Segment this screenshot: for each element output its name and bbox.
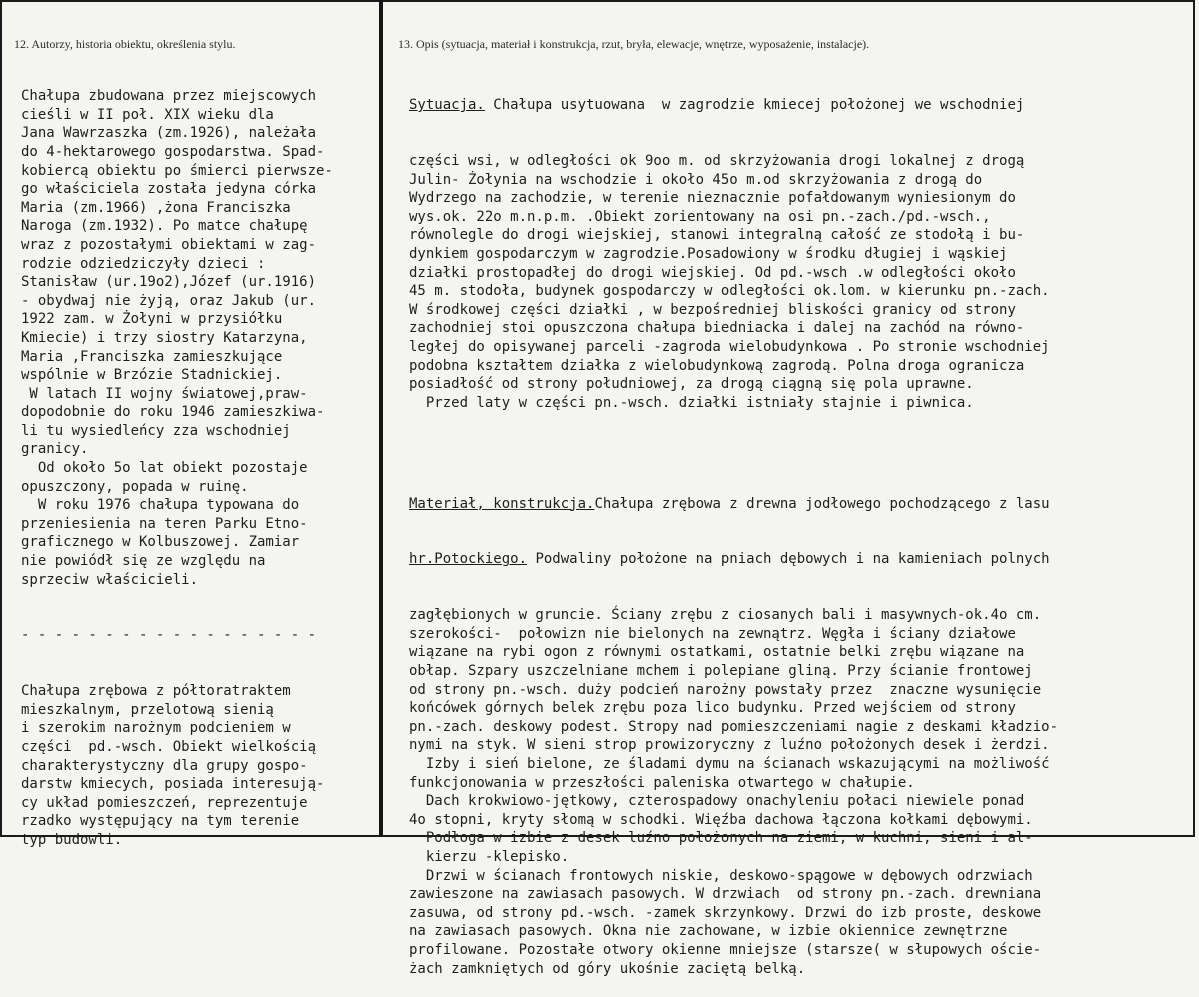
text-line: wiązane na rybi ogon z równymi ostatkami, ostatnie belki zrębu wiązane na [409, 644, 1025, 661]
text-line: zachodniej stoi opuszczona chałupa biedniacka i dalej na zachód na równo- [409, 320, 1025, 337]
text-line: Przed laty w części pn.-wsch. działki istniały stajnie i piwnica. [409, 394, 974, 411]
text-line: Jana Wawrzaszka (zm.1926), należała [21, 125, 317, 142]
material-subheading: hr.Potockiego. [409, 551, 528, 568]
material-second-text: Podwaliny położone na pniach dębowych i na kamieniach polnych [527, 551, 1050, 568]
material-second-line [409, 550, 1058, 569]
section-13-header: 13. Opis (sytuacja, materiał i konstrukcja, rzut, bryła, elewacje, wnętrze, wyposażenie, instalacje). [398, 37, 870, 51]
material-first-line [409, 495, 1058, 514]
text-line: 1922 zam. w Żołyni w przysiółku [21, 311, 283, 328]
sytuacja-heading: Sytuacja. [409, 97, 485, 114]
text-line: Od około 5o lat obiekt pozostaje [21, 460, 308, 477]
sytuacja-first-line [409, 96, 1058, 115]
paragraph-gap [409, 449, 1058, 457]
text-line: Chałupa zbudowana przez miejscowych [21, 88, 317, 105]
history-paragraphs [21, 87, 333, 589]
text-line: podobna kształtem działka z wielobudynkową zagrodą. Polna droga ogranicza [409, 357, 1025, 374]
text-line: od strony pn.-wsch. duży podcień narożny powstały przez znaczne wysunięcie [409, 681, 1042, 698]
text-line: kierzu -klepisko. [409, 848, 570, 865]
description-text-column [409, 59, 1058, 997]
text-line: rzadko występujący na tym terenie [21, 813, 300, 830]
text-line: Drzwi w ścianach frontowych niskie, deskowo-spągowe w dębowych odrzwiach [409, 867, 1033, 884]
text-line: części wsi, w odległości ok 9oo m. od skrzyżowania drogi lokalnej z drogą [409, 152, 1025, 169]
text-line: pn.-zach. deskowy podest. Stropy nad pomieszczeniami nagie z deskami kładzio- [409, 718, 1059, 735]
text-line: typ budowli. [21, 831, 123, 848]
text-line: dynkiem gospodarczym w zagrodzie.Posadowiony w środku długiej i wąskiej [409, 245, 1008, 262]
text-line: Podłoga w izbie z desek luźno położonych na ziemi, w kuchni, sieni i al- [409, 830, 1033, 847]
text-line: cy układ pomieszczeń, reprezentuje [21, 794, 308, 811]
text-line: - obydwaj nie żyją, oraz Jakub (ur. [21, 292, 317, 309]
material-first-text: Chałupa zrębowa z drewna jodłowego pochodzącego z lasu [594, 495, 1050, 512]
text-line: rodzie odziedziczyły dzieci : [21, 255, 266, 272]
text-line: kobiercą obiektu po śmierci pierwsze- [21, 162, 333, 179]
text-line: działki prostopadłej do drogi wiejskiej. Od pd.-wsch .w odległości około [409, 264, 1016, 281]
text-line: opuszczony, popada w ruinę. [21, 478, 249, 495]
text-line: do 4-hektarowego gospodarstwa. Spad- [21, 143, 325, 160]
text-line: wspólnie w Brzózie Stadnickiej. [21, 367, 283, 384]
text-line: 45 m. stodoła, budynek gospodarczy w odległości ok.lom. w kierunku pn.-zach. [409, 283, 1050, 300]
text-line: Naroga (zm.1932). Po matce chałupę [21, 218, 308, 235]
material-heading: Materiał, konstrukcja. [409, 495, 595, 512]
text-line: Izby i sień bielone, ze śladami dymu na ścianach wskazującymi na możliwość [409, 755, 1050, 772]
text-line: części pd.-wsch. Obiekt wielkością [21, 738, 317, 755]
text-line: nie powiódł się ze względu na [21, 553, 266, 570]
text-line: posiadłość od strony południowej, za drogą ciągną się pola uprawne. [409, 376, 974, 393]
style-description-paragraph [21, 682, 333, 849]
text-line: ległej do opisywanej parceli -zagroda wielobudynkowa . Po stronie wschodniej [409, 338, 1050, 355]
text-line: Kmiecie) i trzy siostry Katarzyna, [21, 329, 308, 346]
text-line: przeniesienia na teren Parku Etno- [21, 515, 308, 532]
text-line: Maria (zm.1966) ,żona Franciszka [21, 199, 291, 216]
text-line: go właściciela została jedyna córka [21, 181, 317, 198]
text-line: szerokości- połowizn nie bielonych na zewnątrz. Węgła i ściany działowe [409, 625, 1016, 642]
text-line: Julin- Żołynia na wschodzie i około 45o m.od skrzyżowania z drogą do [409, 171, 983, 188]
section-12-header: 12. Autorzy, historia obiektu, określenia stylu. [14, 37, 236, 51]
text-line: żach zamkniętych od góry ukośnie zaciętą belką. [409, 960, 806, 977]
text-line: wraz z pozostałymi obiektami w zag- [21, 236, 317, 253]
text-line: wys.ok. 22o m.n.p.m. .Obiekt zorientowany na osi pn.-zach./pd.-wsch., [409, 208, 991, 225]
text-line: równolegle do drogi wiejskiej, stanowi integralną całość ze stodołą i bu- [409, 227, 1025, 244]
text-line: charakterystyczny dla grupy gospo- [21, 757, 308, 774]
text-line: granicy. [21, 441, 89, 458]
text-line: li tu wysiedleńcy zza wschodniej [21, 422, 291, 439]
sytuacja-first-text: Chałupa usytuowana w zagrodzie kmiecej położonej we wschodniej [484, 97, 1025, 114]
text-line: mieszkalnym, przelotową sienią [21, 701, 274, 718]
text-line: W roku 1976 chałupa typowana do [21, 497, 300, 514]
text-line: Dach krokwiowo-jętkowy, czterospadowy onachyleniu połaci niewiele ponad [409, 793, 1025, 810]
text-line: graficznego w Kolbuszowej. Zamiar [21, 534, 300, 551]
history-text-column [21, 50, 333, 868]
sytuacja-paragraph [409, 152, 1058, 412]
text-line: sprzeciw właścicieli. [21, 571, 199, 588]
text-line: profilowane. Pozostałe otwory okienne mniejsze (starsze( w słupowych oście- [409, 941, 1042, 958]
text-line: Maria ,Franciszka zamieszkujące [21, 348, 283, 365]
text-line: Wydrzego na zachodzie, w terenie nieznacznie pofałdowanym wyniesionym do [409, 190, 1016, 207]
material-paragraph [409, 606, 1058, 978]
text-line: funkcjonowania w przeszłości paleniska otwartego w chałupie. [409, 774, 915, 791]
text-line: W latach II wojny światowej,praw- [21, 385, 308, 402]
text-line: obłap. Szpary uszczelniane mchem i polepiane gliną. Przy ścianie frontowej [409, 663, 1033, 679]
text-line: i szerokim narożnym podcieniem w [21, 720, 291, 737]
text-line: zasuwa, od strony pd.-wsch. -zamek skrzynkowy. Drzwi do izb proste, deskowe [409, 904, 1042, 921]
text-line: zagłębionych w gruncie. Ściany zrębu z ciosanych bali i masywnych-ok.4o cm. [409, 607, 1042, 624]
text-line: końcówek górnych belek zrębu poza lico budynku. Przed wejściem od strony [409, 700, 1016, 717]
text-line: darstw kmiecych, posiada interesują- [21, 776, 325, 793]
text-line: na zawiasach pasowych. Okna nie zachowane, w izbie okiennice zewnętrzne [409, 923, 1008, 940]
text-line: dopodobnie do roku 1946 zamieszkiwa- [21, 404, 325, 421]
text-line: W środkowej części działki , w bezpośredniej bliskości granicy od strony [409, 301, 1016, 318]
text-line: cieśli w II poł. XIX wieku dla [21, 106, 274, 123]
text-line: 4o stopni, kryty słomą w schodki. Więźba dachowa łączona kołkami dębowymi. [409, 811, 1033, 828]
separator-line: - - - - - - - - - - - - - - - - - - [21, 627, 317, 644]
text-line: nymi na styk. W sieni strop prowizoryczny z luźno położonych desek i żerdzi. [409, 737, 1050, 754]
text-line: zawieszone na zawiasach pasowych. W drzwiach od strony pn.-zach. drewniana [409, 886, 1042, 903]
column-divider [379, 0, 383, 837]
text-line: Stanisław (ur.19o2),Józef (ur.1916) [21, 274, 317, 291]
text-line: Chałupa zrębowa z półtoratraktem [21, 683, 291, 700]
